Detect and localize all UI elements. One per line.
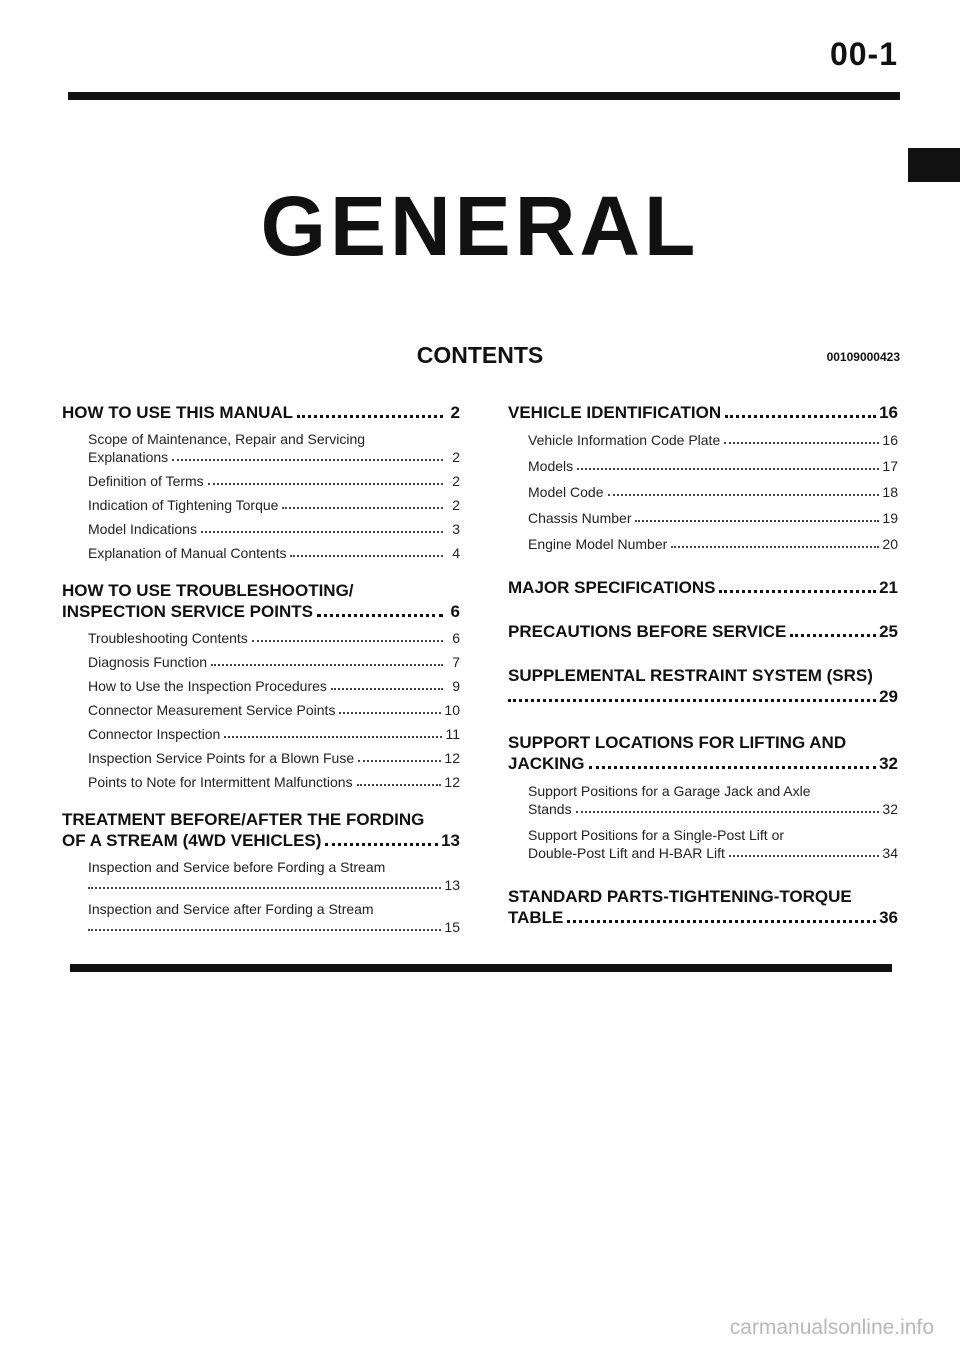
toc-page: 2	[450, 403, 460, 422]
toc-section[interactable]	[508, 577, 898, 598]
toc-item-title: Connector Measurement Service Points	[88, 702, 336, 718]
toc-page: 19	[882, 510, 898, 526]
toc-section[interactable]	[508, 886, 898, 928]
toc-page: 32	[879, 754, 898, 773]
watermark: carmanualsonline.info	[729, 1316, 934, 1339]
toc-page: 13	[444, 877, 460, 893]
toc-item[interactable]	[88, 430, 460, 466]
bottom-rule	[70, 964, 892, 972]
toc-section[interactable]	[62, 402, 460, 423]
toc-page: 2	[452, 473, 460, 489]
toc-item-title: Chassis Number	[528, 510, 632, 526]
toc-page: 9	[452, 678, 460, 694]
toc-section-title: TREATMENT BEFORE/AFTER THE FORDING	[62, 810, 425, 829]
toc-item-title: Support Positions for a Single-Post Lift or	[528, 827, 785, 843]
toc-page: 34	[882, 845, 898, 861]
toc-page: 7	[452, 654, 460, 670]
toc-page: 12	[444, 750, 460, 766]
toc-page: 36	[879, 908, 898, 927]
toc-page: 11	[445, 726, 460, 742]
toc-section-title: SUPPLEMENTAL RESTRAINT SYSTEM (SRS)	[508, 666, 873, 685]
toc-item-title: Diagnosis Function	[88, 654, 208, 670]
toc-item-title-cont: Double-Post Lift and H-BAR Lift	[528, 845, 725, 861]
toc-section-title-cont: OF A STREAM (4WD VEHICLES)	[62, 831, 322, 850]
toc-item-title-cont: Explanations	[88, 449, 169, 465]
toc-item[interactable]	[528, 535, 898, 553]
toc-page: 6	[450, 602, 460, 621]
toc-section-title-cont: TABLE	[508, 908, 564, 927]
contents-heading: CONTENTS	[416, 342, 544, 368]
toc-section[interactable]	[508, 402, 898, 423]
toc-item-title: Engine Model Number	[528, 536, 668, 552]
toc-item[interactable]	[88, 653, 460, 671]
toc-section-title: SUPPORT LOCATIONS FOR LIFTING AND	[508, 733, 847, 752]
toc-item-title: Indication of Tightening Torque	[88, 497, 279, 513]
toc-section[interactable]	[508, 732, 898, 774]
toc-item-title: Definition of Terms	[88, 473, 204, 489]
contents-left-column	[62, 402, 460, 936]
toc-page: 2	[452, 497, 460, 513]
toc-section[interactable]	[62, 580, 460, 622]
toc-item[interactable]	[88, 496, 460, 514]
toc-item-title: Inspection and Service after Fording a Stream	[88, 901, 374, 917]
toc-item-title: Points to Note for Intermittent Malfunctions	[88, 774, 353, 790]
toc-page: 12	[444, 774, 460, 790]
toc-item-title: Scope of Maintenance, Repair and Servicing	[88, 431, 366, 447]
toc-item[interactable]	[88, 701, 460, 719]
toc-item[interactable]	[88, 749, 460, 767]
toc-page: 2	[452, 449, 460, 465]
toc-item-title: Inspection and Service before Fording a Stream	[88, 859, 386, 875]
toc-section[interactable]	[508, 621, 898, 642]
toc-item-title: Vehicle Information Code Plate	[528, 432, 721, 448]
toc-item[interactable]	[88, 677, 460, 695]
toc-page: 6	[452, 630, 460, 646]
toc-page: 10	[444, 702, 460, 718]
toc-item-title: How to Use the Inspection Procedures	[88, 678, 327, 694]
toc-section-title-cont: INSPECTION SERVICE POINTS	[62, 602, 313, 621]
toc-item-title: Troubleshooting Contents	[88, 630, 248, 646]
toc-item-title: Inspection Service Points for a Blown Fuse	[88, 750, 355, 766]
top-rule	[68, 92, 900, 100]
toc-item[interactable]	[88, 725, 460, 743]
toc-page: 13	[441, 831, 460, 850]
toc-page: 32	[882, 801, 898, 817]
toc-item-title: Connector Inspection	[88, 726, 221, 742]
toc-section-title: MAJOR SPECIFICATIONS	[508, 578, 716, 597]
toc-item-title-cont: Stands	[528, 801, 572, 817]
toc-item[interactable]	[88, 520, 460, 538]
toc-page: 21	[879, 578, 898, 597]
toc-section[interactable]	[62, 809, 460, 851]
toc-page: 4	[452, 545, 460, 561]
toc-page: 16	[879, 403, 898, 422]
toc-item-title: Model Indications	[88, 521, 197, 537]
toc-item-title: Models	[528, 458, 574, 474]
toc-section-title: VEHICLE IDENTIFICATION	[508, 403, 722, 422]
toc-section-title: HOW TO USE TROUBLESHOOTING/	[62, 581, 354, 600]
toc-item[interactable]	[88, 858, 460, 894]
toc-section-title-cont: JACKING	[508, 754, 585, 773]
toc-item[interactable]	[88, 773, 460, 791]
toc-item[interactable]	[88, 544, 460, 562]
toc-item[interactable]	[528, 431, 898, 449]
contents-right-column	[508, 402, 898, 928]
toc-section-title: PRECAUTIONS BEFORE SERVICE	[508, 622, 787, 641]
toc-section-title: HOW TO USE THIS MANUAL	[62, 403, 294, 422]
toc-page: 16	[882, 432, 898, 448]
toc-page: 25	[879, 622, 898, 641]
page-title: GENERAL	[260, 179, 700, 273]
toc-item[interactable]	[528, 826, 898, 862]
document-id: 00109000423	[826, 350, 900, 364]
toc-item-title: Support Positions for a Garage Jack and Axle	[528, 783, 811, 799]
toc-section-title: STANDARD PARTS-TIGHTENING-TORQUE	[508, 887, 852, 906]
toc-page: 29	[879, 687, 898, 706]
toc-item[interactable]	[528, 509, 898, 527]
toc-section[interactable]	[508, 665, 898, 707]
toc-page: 18	[882, 484, 898, 500]
toc-page: 17	[882, 458, 898, 474]
toc-item-title: Model Code	[528, 484, 604, 500]
section-tab	[908, 148, 960, 182]
toc-item[interactable]	[88, 472, 460, 490]
toc-item[interactable]	[528, 457, 898, 475]
toc-item-title: Explanation of Manual Contents	[88, 545, 287, 561]
toc-item[interactable]	[528, 782, 898, 818]
toc-item[interactable]	[88, 900, 460, 936]
toc-item[interactable]	[88, 629, 460, 647]
toc-item[interactable]	[528, 483, 898, 501]
toc-page: 3	[452, 521, 460, 537]
toc-page: 15	[444, 919, 460, 935]
page-number: 00-1	[829, 36, 898, 72]
toc-page: 20	[882, 536, 898, 552]
